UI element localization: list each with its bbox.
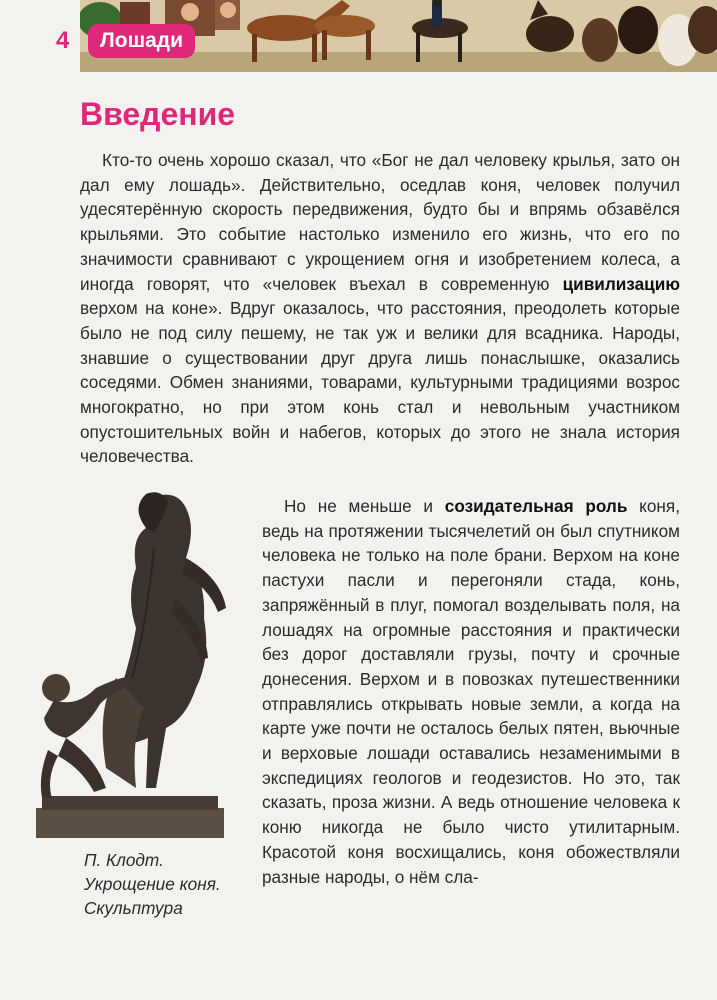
sculpture-horse-tamer-image (36, 488, 236, 840)
intro-bold-term: цивилизацию (562, 273, 680, 294)
intro-paragraph (80, 148, 680, 469)
second-text-end: коня, ведь на протяжении тысячелетий он был спутником человека не только на поле брани. Верхом на коне пастухи пасли и перегоняли стада, конь, запряжённый в плуг, помогал возделывать поля, на лошадях на огромные расстояния и практически без дорог доставляли грузы, почту и срочные донесения. Верхом и в повозках путешественники отправлялись открывать новые земли, а когда на карте уже почти не осталось белых пятен, вьючные и верховые лошади оставались незаменимыми в экспедициях геологов и геодезистов. Но это, так сказать, проза жизни. А ведь отношение человека к коню никогда не было чисто утилитарным. Красотой коня восхищались, коня обожествляли разные народы, о нём сла- (262, 496, 680, 887)
page-number: 4 (56, 27, 70, 54)
page-title: Введение (80, 96, 236, 132)
caption-title: Укрощение коня. (84, 874, 221, 894)
caption-author: П. Клодт. (84, 850, 164, 870)
second-paragraph (262, 494, 680, 889)
second-text-start: Но не меньше и (284, 496, 445, 516)
caption-type: Скульптура (84, 898, 183, 918)
section-label: Лошади (88, 24, 195, 58)
intro-text-start: Кто-то очень хорошо сказал, что «Бог не дал человеку крылья, зато он дал ему лошадь». Действительно, оседлав коня, человек получил удесятерённую скорость передвижения, будто бы и впрямь обзавёлся крыльями. Это событие настолько изменило его жизнь, что его по значимости сравнивают с укрощением огня и изобретением колеса, а иногда говорят, что «человек въехал в современную (80, 150, 680, 294)
sculpture-caption (84, 848, 254, 920)
second-bold-term: созидательная роль (444, 496, 628, 516)
intro-text-end: верхом на коне». Вдруг оказалось, что расстояния, преодолеть которые было не под силу пешему, не так уж и велики для всадника. Народы, знавшие о существовании друг друга лишь понаслышке, оказались соседями. Обмен знаниями, товарами, культурными традициями возрос многократно, но при этом конь стал и невольным участником опустошительных войн и набегов, которых до этого не знала история человечества. (80, 298, 680, 467)
